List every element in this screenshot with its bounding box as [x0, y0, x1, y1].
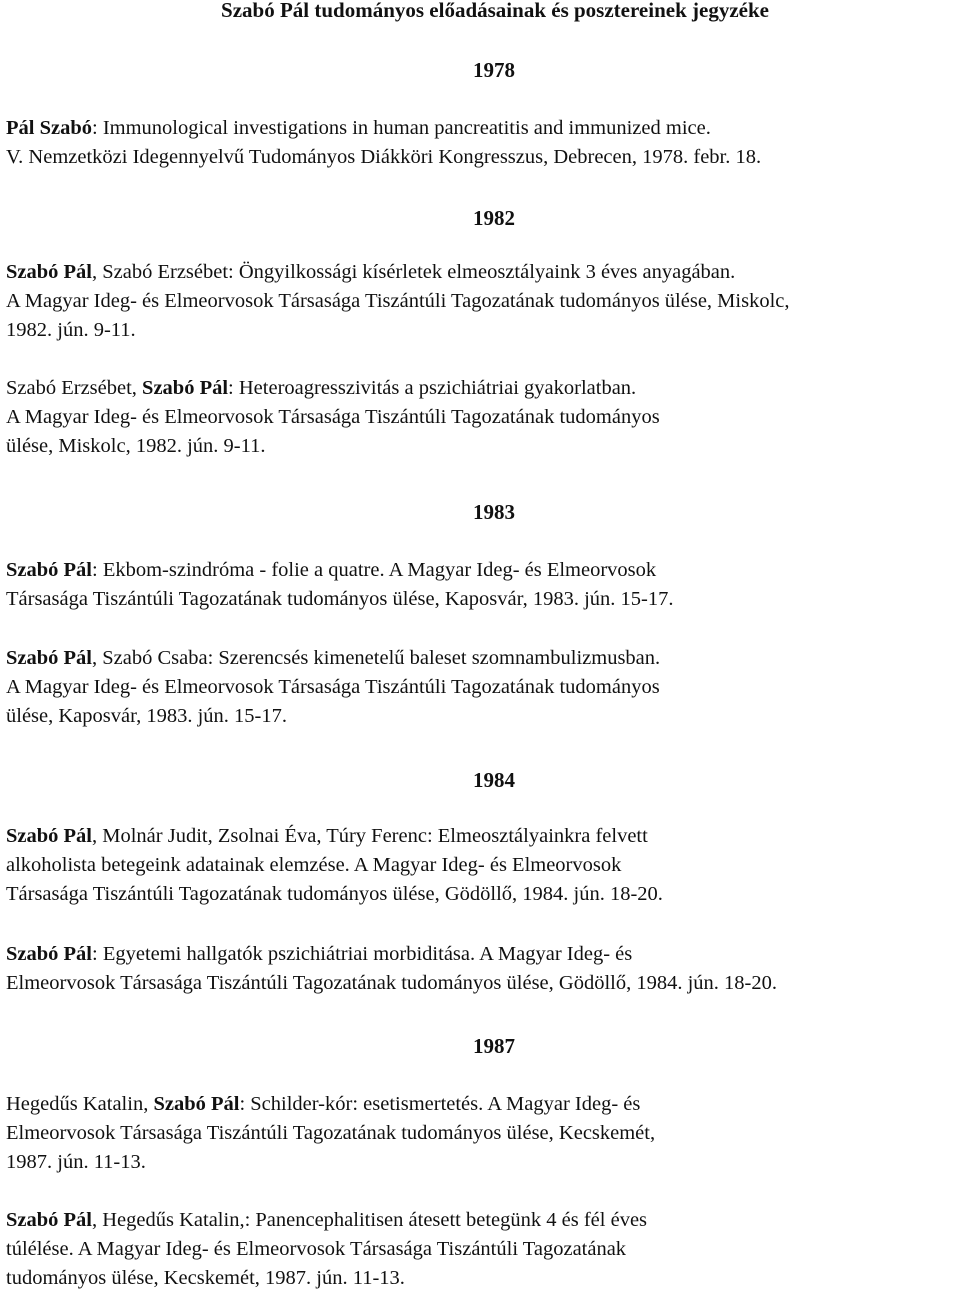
- bibliography-entry: [6, 1206, 960, 1293]
- author-name-bold: Szabó Pál: [6, 825, 92, 847]
- section-year-heading: 1984: [473, 768, 515, 792]
- entry-line: [6, 673, 960, 702]
- bibliography-entry: [6, 556, 960, 614]
- entry-text: : Ekbom-szindróma - folie a quatre. A Magyar Ideg- és Elmeorvosok: [92, 559, 657, 581]
- entry-text: Elmeorvosok Társasága Tiszántúli Tagozatának tudományos ülése, Gödöllő, 1984. jún. 18-20.: [6, 972, 778, 994]
- entry-text: alkoholista betegeink adatainak elemzése. A Magyar Ideg- és Elmeorvosok: [6, 854, 622, 876]
- author-name-bold: Szabó Pál: [6, 261, 92, 283]
- entry-text: Társasága Tiszántúli Tagozatának tudományos ülése, Kaposvár, 1983. jún. 15-17.: [6, 588, 674, 610]
- section-year-heading: 1983: [473, 500, 515, 524]
- entry-text: tudományos ülése, Kecskemét, 1987. jún. 11-13.: [6, 1267, 405, 1289]
- bibliography-entry: [6, 1090, 960, 1177]
- author-name-bold: Szabó Pál: [6, 559, 92, 581]
- entry-line: [6, 316, 960, 345]
- entry-text: : Schilder-kór: esetismertetés. A Magyar Ideg- és: [239, 1093, 641, 1115]
- entry-line: [6, 1090, 960, 1119]
- entry-text: 1987. jún. 11-13.: [6, 1151, 146, 1173]
- entry-line: [6, 880, 960, 909]
- entry-text: A Magyar Ideg- és Elmeorvosok Társasága Tiszántúli Tagozatának tudományos ülése, Miskolc,: [6, 290, 790, 312]
- entry-text: , Molnár Judit, Zsolnai Éva, Túry Ferenc: Elmeosztályainkra felvett: [92, 825, 648, 847]
- entry-line: [6, 1206, 960, 1235]
- entry-text: Szabó Erzsébet,: [6, 377, 143, 399]
- entry-text: A Magyar Ideg- és Elmeorvosok Társasága Tiszántúli Tagozatának tudományos: [6, 676, 660, 698]
- entry-text: Társasága Tiszántúli Tagozatának tudományos ülése, Gödöllő, 1984. jún. 18-20.: [6, 883, 663, 905]
- entry-line: [6, 851, 960, 880]
- entry-line: [6, 374, 960, 403]
- entry-line: [6, 287, 960, 316]
- bibliography-entry: [6, 644, 960, 731]
- entry-line: [6, 556, 960, 585]
- entry-text: , Szabó Csaba: Szerencsés kimenetelű baleset szomnambulizmusban.: [92, 647, 661, 669]
- entry-line: [6, 432, 960, 461]
- entry-text: túlélése. A Magyar Ideg- és Elmeorvosok Társasága Tiszántúli Tagozatának: [6, 1238, 627, 1260]
- author-name-bold: Szabó Pál: [142, 377, 229, 399]
- entry-text: , Hegedűs Katalin,: Panencephalitisen átesett betegünk 4 és fél éves: [92, 1209, 648, 1231]
- entry-line: [6, 1235, 960, 1264]
- author-name-bold: Szabó Pál: [153, 1093, 240, 1115]
- entry-text: : Immunological investigations in human pancreatitis and immunized mice.: [92, 117, 711, 139]
- bibliography-entry: [6, 114, 960, 172]
- entry-text: : Heteroagresszivitás a pszichiátriai gyakorlatban.: [228, 377, 637, 399]
- entry-text: V. Nemzetközi Idegennyelvű Tudományos Diákköri Kongresszus, Debrecen, 1978. febr. 18.: [6, 146, 762, 168]
- entry-line: [6, 143, 960, 172]
- bibliography-entry: [6, 258, 960, 345]
- entry-text: 1982. jún. 9-11.: [6, 319, 136, 341]
- entry-line: [6, 258, 960, 287]
- author-name-bold: Pál Szabó: [6, 117, 92, 139]
- entry-text: Elmeorvosok Társasága Tiszántúli Tagozatának tudományos ülése, Kecskemét,: [6, 1122, 656, 1144]
- entry-line: [6, 585, 960, 614]
- entry-line: [6, 1148, 960, 1177]
- entry-line: [6, 1264, 960, 1293]
- author-name-bold: Szabó Pál: [6, 647, 92, 669]
- section-year-heading: 1978: [473, 58, 515, 82]
- author-name-bold: Szabó Pál: [6, 1209, 92, 1231]
- entry-text: A Magyar Ideg- és Elmeorvosok Társasága Tiszántúli Tagozatának tudományos: [6, 406, 660, 428]
- entry-text: ülése, Kaposvár, 1983. jún. 15-17.: [6, 705, 288, 727]
- entry-line: [6, 1119, 960, 1148]
- author-name-bold: Szabó Pál: [6, 943, 92, 965]
- entry-line: [6, 644, 960, 673]
- entry-text: Hegedűs Katalin,: [6, 1093, 154, 1115]
- entry-text: , Szabó Erzsébet: Öngyilkossági kísérletek elmeosztályaink 3 éves anyagában.: [92, 261, 736, 283]
- entry-text: : Egyetemi hallgatók pszichiátriai morbiditása. A Magyar Ideg- és: [92, 943, 633, 965]
- bibliography-entry: [6, 822, 960, 909]
- section-year-heading: 1987: [473, 1034, 515, 1058]
- bibliography-entry: [6, 940, 960, 998]
- entry-line: [6, 702, 960, 731]
- entry-line: [6, 969, 960, 998]
- entry-line: [6, 822, 960, 851]
- section-year-heading: 1982: [473, 206, 515, 230]
- bibliography-entry: [6, 374, 960, 461]
- entry-line: [6, 114, 960, 143]
- entry-line: [6, 940, 960, 969]
- entry-line: [6, 403, 960, 432]
- entry-text: ülése, Miskolc, 1982. jún. 9-11.: [6, 435, 266, 457]
- document-title: Szabó Pál tudományos előadásainak és posztereinek jegyzéke: [221, 0, 769, 22]
